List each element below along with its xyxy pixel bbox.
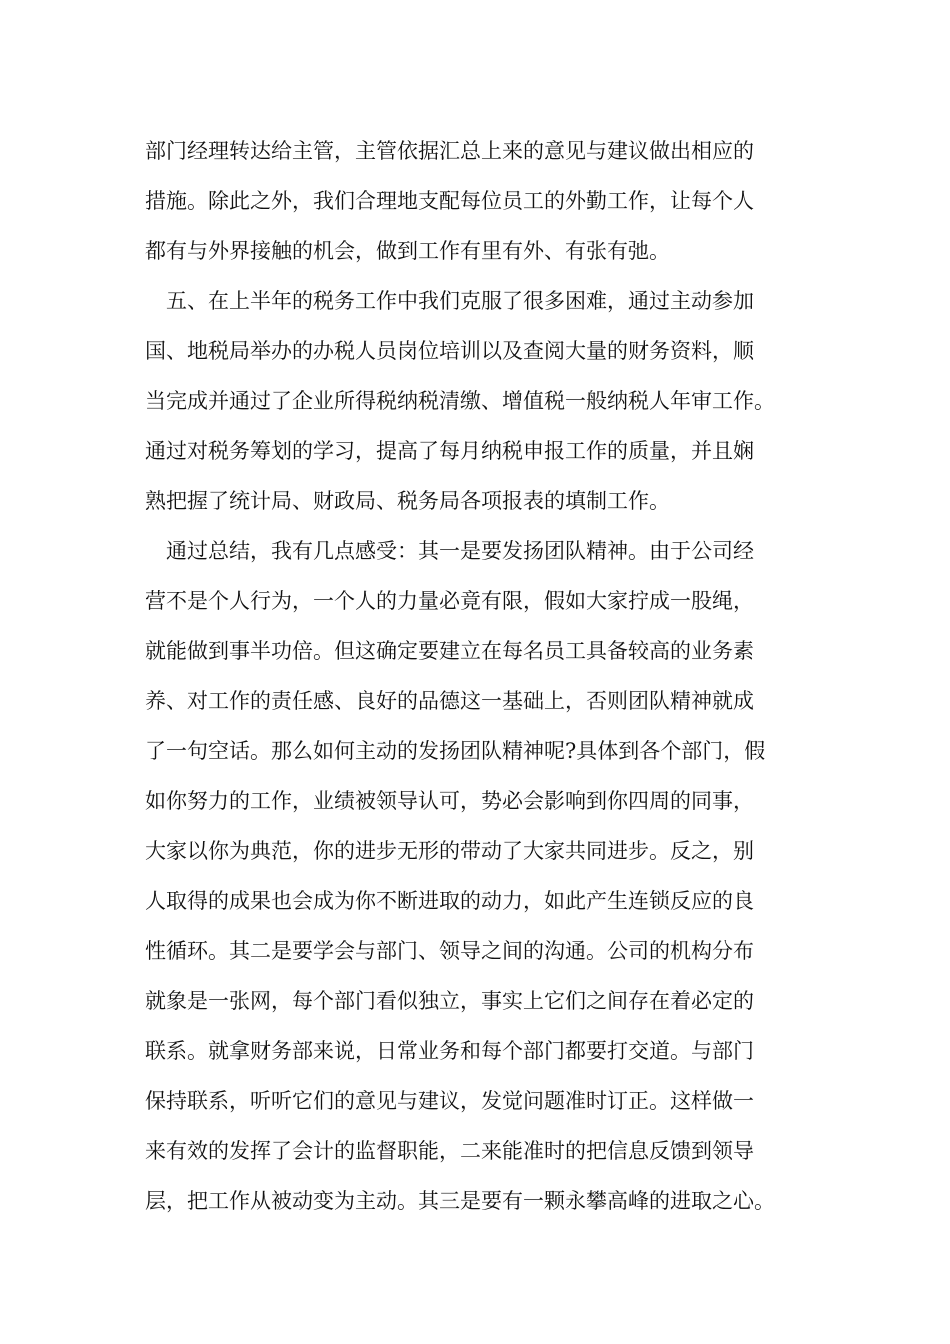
text-line: 联系。就拿财务部来说，日常业务和每个部门都要打交道。与部门: [145, 1039, 754, 1063]
text-line: 保持联系，听听它们的意见与建议，发觉问题准时订正。这样做一: [145, 1089, 754, 1113]
text-line: 营不是个人行为，一个人的力量必竟有限，假如大家拧成一股绳，: [145, 589, 754, 613]
text-line: 措施。除此之外，我们合理地支配每位员工的外勤工作，让每个人: [145, 189, 754, 213]
text-line: 通过对税务筹划的学习，提高了每月纳税申报工作的质量，并且娴: [145, 439, 754, 463]
text-line: 养、对工作的责任感、良好的品德这一基础上，否则团队精神就成: [145, 689, 754, 713]
text-line: 了一句空话。那么如何主动的发扬团队精神呢?具体到各个部门，假: [145, 739, 766, 763]
text-line: 部门经理转达给主管，主管依据汇总上来的意见与建议做出相应的: [145, 139, 754, 163]
text-line: 性循环。其二是要学会与部门、领导之间的沟通。公司的机构分布: [145, 939, 754, 963]
text-line: 国、地税局举办的办税人员岗位培训以及查阅大量的财务资料，顺: [145, 339, 754, 363]
text-line: 如你努力的工作，业绩被领导认可，势必会影响到你四周的同事，: [145, 789, 754, 813]
paragraph-start-line: 通过总结，我有几点感受：其一是要发扬团队精神。由于公司经: [166, 539, 754, 563]
text-line: 来有效的发挥了会计的监督职能，二来能准时的把信息反馈到领导: [145, 1139, 754, 1163]
text-line: 层，把工作从被动变为主动。其三是要有一颗永攀高峰的进取之心。: [145, 1189, 775, 1213]
text-line: 当完成并通过了企业所得税纳税清缴、增值税一般纳税人年审工作。: [145, 389, 775, 413]
text-line: 人取得的成果也会成为你不断进取的动力，如此产生连锁反应的良: [145, 889, 754, 913]
text-line: 大家以你为典范，你的进步无形的带动了大家共同进步。反之，别: [145, 839, 754, 863]
text-line: 就能做到事半功倍。但这确定要建立在每名员工具备较高的业务素: [145, 639, 754, 663]
text-line: 都有与外界接触的机会，做到工作有里有外、有张有弛。: [145, 239, 670, 263]
text-line: 就象是一张网，每个部门看似独立，事实上它们之间存在着必定的: [145, 989, 754, 1013]
text-line: 熟把握了统计局、财政局、税务局各项报表的填制工作。: [145, 489, 670, 513]
paragraph-start-line: 五、在上半年的税务工作中我们克服了很多困难，通过主动参加: [166, 289, 754, 313]
